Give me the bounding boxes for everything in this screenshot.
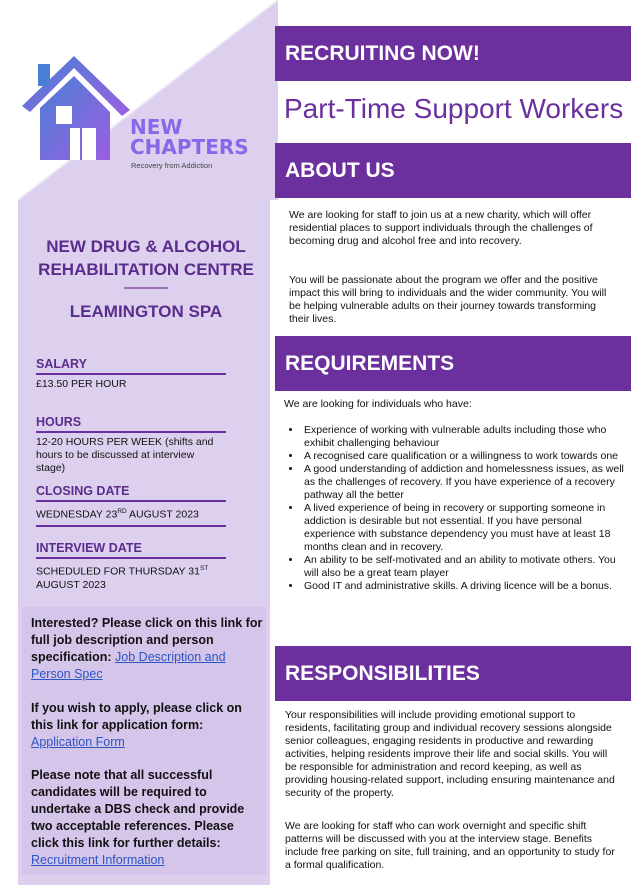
hours-value: 12-20 HOURS PER WEEK (shifts and hours to be discussed at interview stage)	[36, 436, 214, 474]
logo-tagline: Recovery from Addiction	[131, 161, 213, 170]
about-heading: ABOUT US	[275, 143, 631, 198]
position-title: Part-Time Support Workers	[284, 93, 624, 124]
requirements-heading: REQUIREMENTS	[275, 336, 631, 391]
list-item: • A lived experience of being in recovery or supporting someone in addiction is desirable but not essential. If you have personal experience with substance dependency you must have at least 18 months clean and in recovery.	[302, 502, 631, 554]
house-logo-icon	[22, 50, 132, 170]
centre-title: NEW DRUG & ALCOHOL REHABILITATION CENTRE	[38, 237, 254, 279]
cta-job-description: Interested? Please click on this link for full job description and person specification: Job Description and Person Spec	[31, 616, 263, 681]
cta-application: If you wish to apply, please click on this link for application form: Application Form	[31, 701, 242, 749]
closing-date-value: WEDNESDAY 23RD AUGUST 2023	[36, 508, 199, 521]
logo-line1: NEW	[130, 115, 183, 139]
interview-date-label: INTERVIEW DATE	[36, 541, 226, 559]
closing-date-label: CLOSING DATE	[36, 484, 226, 502]
about-paragraph-1: We are looking for staff to join us at a new charity, which will offer residential places to support individuals through the challenges of becoming drug and alcohol free and into recovery.	[289, 209, 593, 247]
centre-location: LEAMINGTON SPA	[69, 302, 223, 321]
recruiting-banner: RECRUITING NOW!	[275, 26, 631, 81]
cta-recruitment-info: Please note that all successful candidates will be required to undertake a DBS check and provide two acceptable references. Please click this link for further details: Recruitment Information	[31, 768, 245, 867]
closing-date-rule	[36, 525, 226, 527]
list-item: • Experience of working with vulnerable adults including those who exhibit challenging behaviour	[302, 424, 631, 450]
responsibilities-heading: RESPONSIBILITIES	[275, 646, 631, 701]
requirements-list	[275, 424, 631, 593]
logo-line2: CHAPTERS	[130, 135, 249, 159]
recruitment-information-link[interactable]: Recruitment Information	[31, 853, 165, 867]
application-form-link[interactable]: Application Form	[31, 735, 125, 749]
salary-label: SALARY	[36, 357, 226, 375]
interview-date-block	[36, 541, 226, 592]
about-paragraph-2: You will be passionate about the program we offer and the positive impact this will bring to individuals and the wider community. You will be helping vulnerable adults on their journey towards transforming their lives.	[289, 274, 607, 325]
list-item: • An ability to be self-motivated and an ability to motivate others. You will also be a great team player	[302, 554, 631, 580]
list-item: • A recognised care qualification or a willingness to work towards one	[302, 450, 631, 463]
hours-label: HOURS	[36, 415, 226, 433]
job-description-link[interactable]: Job Description and Person Spec	[31, 650, 226, 681]
responsibilities-paragraph-1: Your responsibilities will include providing emotional support to residents, facilitating group and individual recovery sessions alongside senior colleagues, engaging residents in productive and rewarding activities, helping residents improve their life and social skills. You will be responsible for administration and record keeping, as well as providing housing-related support, including ensuring maintenance and security of the property.	[285, 709, 615, 799]
list-item: • A good understanding of addiction and homelessness issues, as well as the challenges of recovery. If you have experience of a recovery pathway all the better	[302, 463, 631, 502]
responsibilities-paragraph-2: We are looking for staff who can work overnight and specific shift patterns will be discussed with you at the interview stage. Benefits include free parking on site, full training, and an opportunity to study for a formal qualification.	[285, 820, 615, 871]
logo-wordmark	[130, 117, 249, 157]
requirements-intro: We are looking for individuals who have:	[284, 398, 472, 410]
call-to-action-box	[22, 607, 266, 875]
hours-block	[36, 415, 226, 475]
salary-value: £13.50 PER HOUR	[36, 378, 127, 390]
interview-date-value: SCHEDULED FOR THURSDAY 31ST AUGUST 2023	[36, 565, 209, 591]
centre-divider	[124, 287, 168, 289]
list-item: • Good IT and administrative skills. A driving licence will be a bonus.	[302, 580, 631, 593]
salary-block	[36, 357, 226, 391]
closing-date-block	[36, 484, 226, 527]
